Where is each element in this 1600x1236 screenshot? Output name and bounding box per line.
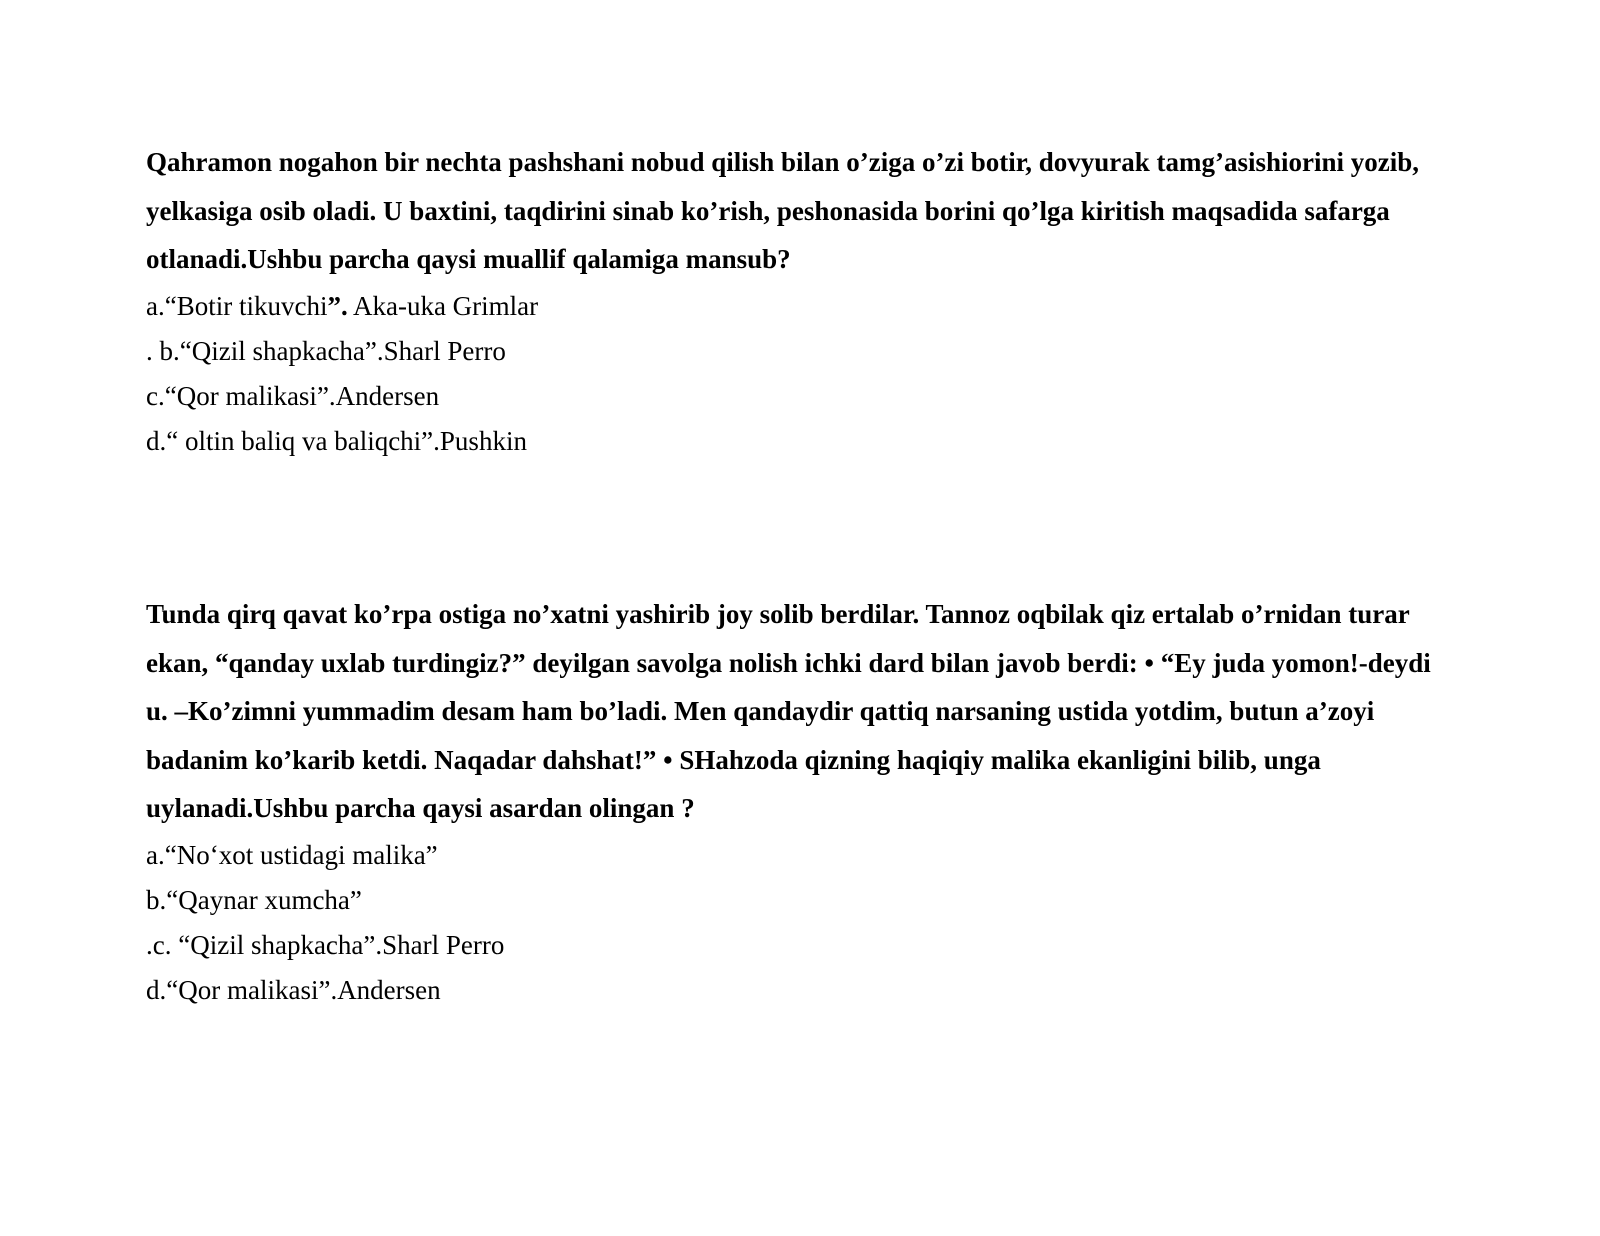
answer-option-b: . b.“Qizil shapkacha”.Sharl Perro — [146, 335, 506, 366]
answer-option-a-prefix: a.“Botir tikuvchi — [146, 290, 328, 321]
answer-option-d: d.“Qor malikasi”.Andersen — [146, 974, 441, 1005]
question-text-1: Qahramon nogahon bir nechta pashshani nobud qilish bilan o’ziga o’zi botir, dovyurak tamg’asishiorini yozib, yelkasiga osib oladi. U baxtini, taqdirini sinab ko’rish, peshonasida borini qo’lga kiritish maqsadida safarga otlanadi.Ushbu parcha qaysi muallif qalamiga mansub? — [146, 147, 1420, 274]
question-block-2 — [146, 590, 1446, 1013]
answer-option-b: b.“Qaynar xumcha” — [146, 884, 362, 915]
answer-options-1 — [146, 284, 1446, 464]
answer-option-c: c.“Qor malikasi”.Andersen — [146, 380, 440, 411]
answer-option-a-bold: ”. — [327, 290, 348, 321]
answer-option-d: d.“ oltin baliq va baliqchi”.Pushkin — [146, 425, 527, 456]
answer-option-a-suffix: Aka-uka Grimlar — [347, 290, 539, 321]
question-text-2: Tunda qirq qavat ko’rpa ostiga no’xatni yashirib joy solib berdilar. Tannoz oqbilak qiz ertalab o’rnidan turar ekan, “qanday uxlab turdingiz?” deyilgan savolga nolish ichki dard bilan javob berdi: • “Ey juda yomon!-deydi u. –Ko’zimni yummadim desam ham bo’ladi. Men qandaydir qattiq narsaning ustida yotdim, butun a’zoyi badanim ko’karib ketdi. Naqadar dahshat!” • SHahzoda qizning haqiqiy malika ekanligini bilib, unga uylanadi.Ushbu parcha qaysi asardan olingan ? — [146, 599, 1431, 823]
question-block-1 — [146, 138, 1446, 464]
answer-option-a: a.“No‘xot ustidagi malika” — [146, 839, 438, 870]
answer-option-a — [146, 284, 1446, 329]
answer-option-c: .c. “Qizil shapkacha”.Sharl Perro — [146, 929, 505, 960]
answer-options-2 — [146, 833, 1446, 1013]
